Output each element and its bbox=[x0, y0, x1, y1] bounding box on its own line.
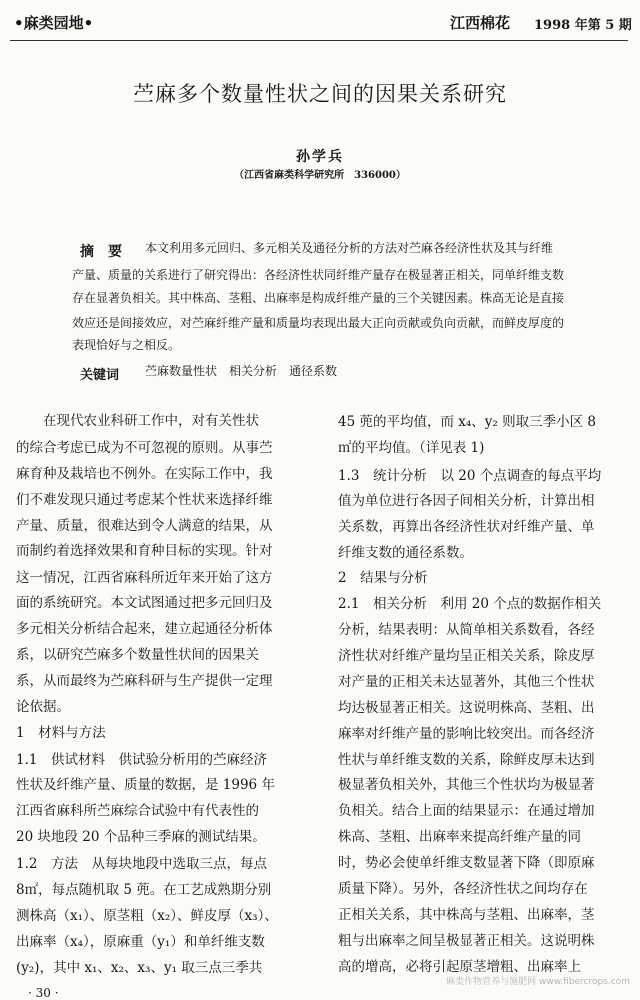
body-line: 分析，结果表明：从简单相关系数看，各经 bbox=[338, 622, 595, 638]
body-line: 1.1 供试材料 供试验分析用的苎麻经济 bbox=[16, 752, 267, 768]
body-line: 的综合考虑已成为不可忽视的原则。从事苎 bbox=[16, 440, 273, 456]
watermark: 麻类作物营养与施肥网 www.fibercrops.com bbox=[446, 977, 630, 987]
section-heading: 1 材料与方法 bbox=[16, 725, 106, 741]
body-line: 在现代农业科研工作中，对有关性状 bbox=[16, 413, 259, 429]
body-line: 麻育种及栽培也不例外。在实际工作中，我 bbox=[16, 466, 273, 482]
body-line: 系，从而最终为苎麻科研与生产提供一定理 bbox=[16, 673, 273, 689]
body-line: 8㎡，每点随机取 5 蔸。在工艺成熟期分别 bbox=[16, 882, 272, 898]
body-line: 粗与出麻率之间呈极显著正相关。这说明株 bbox=[338, 933, 595, 949]
body-line: 正相关关系，其中株高与茎粗、出麻率，茎 bbox=[338, 907, 595, 923]
author-affiliation: （江西省麻类科学研究所 336000） bbox=[234, 170, 406, 181]
body-line: 性状及纤维产量、质量的数据，是 1996 年 bbox=[16, 777, 275, 793]
body-line: 测株高（x₁）、原茎粗（x₂）、鲜皮厚（x₃）、 bbox=[16, 908, 278, 924]
section-label: •麻类园地• bbox=[14, 14, 94, 32]
body-line: 高的增高，必将引起原茎增粗、出麻率上 bbox=[338, 959, 581, 975]
body-line: 对产量的正相关未达显著外，其他三个性状 bbox=[338, 674, 595, 690]
body-line: 时，势必会使单纤维支数显著下降（即原麻 bbox=[338, 855, 595, 871]
author-name: 孙学兵 bbox=[296, 149, 344, 165]
body-line: 系，以研究苎麻多个数量性状间的因果关 bbox=[16, 647, 259, 663]
body-line: ㎡的平均值。（详见表 1) bbox=[338, 440, 485, 456]
body-line: 们不难发现只通过考虑某个性状来选择纤维 bbox=[16, 492, 273, 508]
journal-name: 江西棉花 bbox=[450, 14, 511, 32]
body-line: 值为单位进行各因子间相关分析，计算出相 bbox=[338, 493, 595, 509]
body-line: 面的系统研究。本文试图通过把多元回归及 bbox=[16, 595, 273, 611]
body-line: 负相关。结合上面的结果显示：在通过增加 bbox=[338, 803, 595, 819]
body-line: 均达极显著正相关。这说明株高、茎粗、出 bbox=[338, 700, 595, 716]
body-line: 1.2 方法 从每块地段中选取三点，每点 bbox=[16, 856, 267, 872]
section-heading: 2 结果与分析 bbox=[338, 570, 428, 586]
body-line: 性状与单纤维支数的关系，除鲜皮厚未达到 bbox=[338, 752, 595, 768]
page-number: · 30 · bbox=[28, 986, 59, 1000]
abstract-line: 本文利用多元回归、多元相关及通径分析的方法对苎麻各经济性状及其与纤维 bbox=[145, 241, 554, 255]
abstract-line: 表现恰好与之相反。 bbox=[72, 338, 181, 352]
body-line: 多元相关分析结合起来，建立起通径分析体 bbox=[16, 621, 273, 637]
body-line: 济性状对纤维产量均呈正相关关系，除皮厚 bbox=[338, 648, 595, 664]
abstract-line: 存在显著负相关。其中株高、茎粗、出麻率是构成纤维产量的三个关键因素。株高无论是直接 bbox=[72, 291, 565, 305]
body-line: 出麻率（x₄），原麻重（y₁）和单纤维支数 bbox=[16, 934, 265, 950]
left-column bbox=[16, 0, 316, 1000]
body-line: 2.1 相关分析 利用 20 个点的数据作相关 bbox=[338, 596, 602, 612]
body-line: 这一情况，江西省麻科所近年来开始了这方 bbox=[16, 570, 273, 586]
keywords-label: 关键词 bbox=[80, 368, 120, 383]
right-column bbox=[338, 0, 634, 1000]
body-line: 江西省麻科所苎麻综合试验中有代表性的 bbox=[16, 803, 259, 819]
body-line: 而制约着选择效果和育种目标的实现。针对 bbox=[16, 543, 273, 559]
body-line: 麻率对纤维产量的影响比较突出。而各经济 bbox=[338, 726, 595, 742]
body-line: 论依据。 bbox=[16, 699, 70, 715]
body-line: 20 块地段 20 个品种三季麻的测试结果。 bbox=[16, 829, 266, 845]
body-line: 纤维支数的通径系数。 bbox=[338, 545, 473, 561]
body-line: 关系数，再算出各经济性状对纤维产量、单 bbox=[338, 519, 595, 535]
abstract-line: 效应还是间接效应，对苎麻纤维产量和质量均表现出最大正向贡献或负向贡献，而鲜皮厚度的 bbox=[72, 316, 565, 330]
issue-label: 1998 年第 5 期 bbox=[534, 18, 632, 33]
body-line: (y₂)，其中 x₁、x₂、x₃、y₁ 取三点三季共 bbox=[16, 960, 263, 976]
body-line: 株高、茎粗、出麻率来提高纤维产量的同 bbox=[338, 829, 581, 845]
abstract-label: 摘 要 bbox=[80, 244, 122, 260]
abstract-line: 产量、质量的关系进行了研究得出：各经济性状同纤维产量存在极显著正相关，同单纤维支数 bbox=[72, 268, 565, 282]
body-line: 45 蔸的平均值，而 x₄、y₂ 则取三季小区 8 bbox=[338, 414, 596, 430]
body-line: 1.3 统计分析 以 20 个点调查的每点平均 bbox=[338, 468, 602, 484]
body-line: 产量、质量，很难达到令人满意的结果，从 bbox=[16, 518, 273, 534]
body-line: 质量下降）。另外，各经济性状之间均存在 bbox=[338, 881, 588, 897]
body-line: 极显著负相关外，其他三个性状均为极显著 bbox=[338, 777, 595, 793]
keywords-text: 苎麻数量性状 相关分析 通径系数 bbox=[145, 364, 338, 378]
article-title: 苎麻多个数量性状之间的因果关系研究 bbox=[133, 82, 507, 106]
